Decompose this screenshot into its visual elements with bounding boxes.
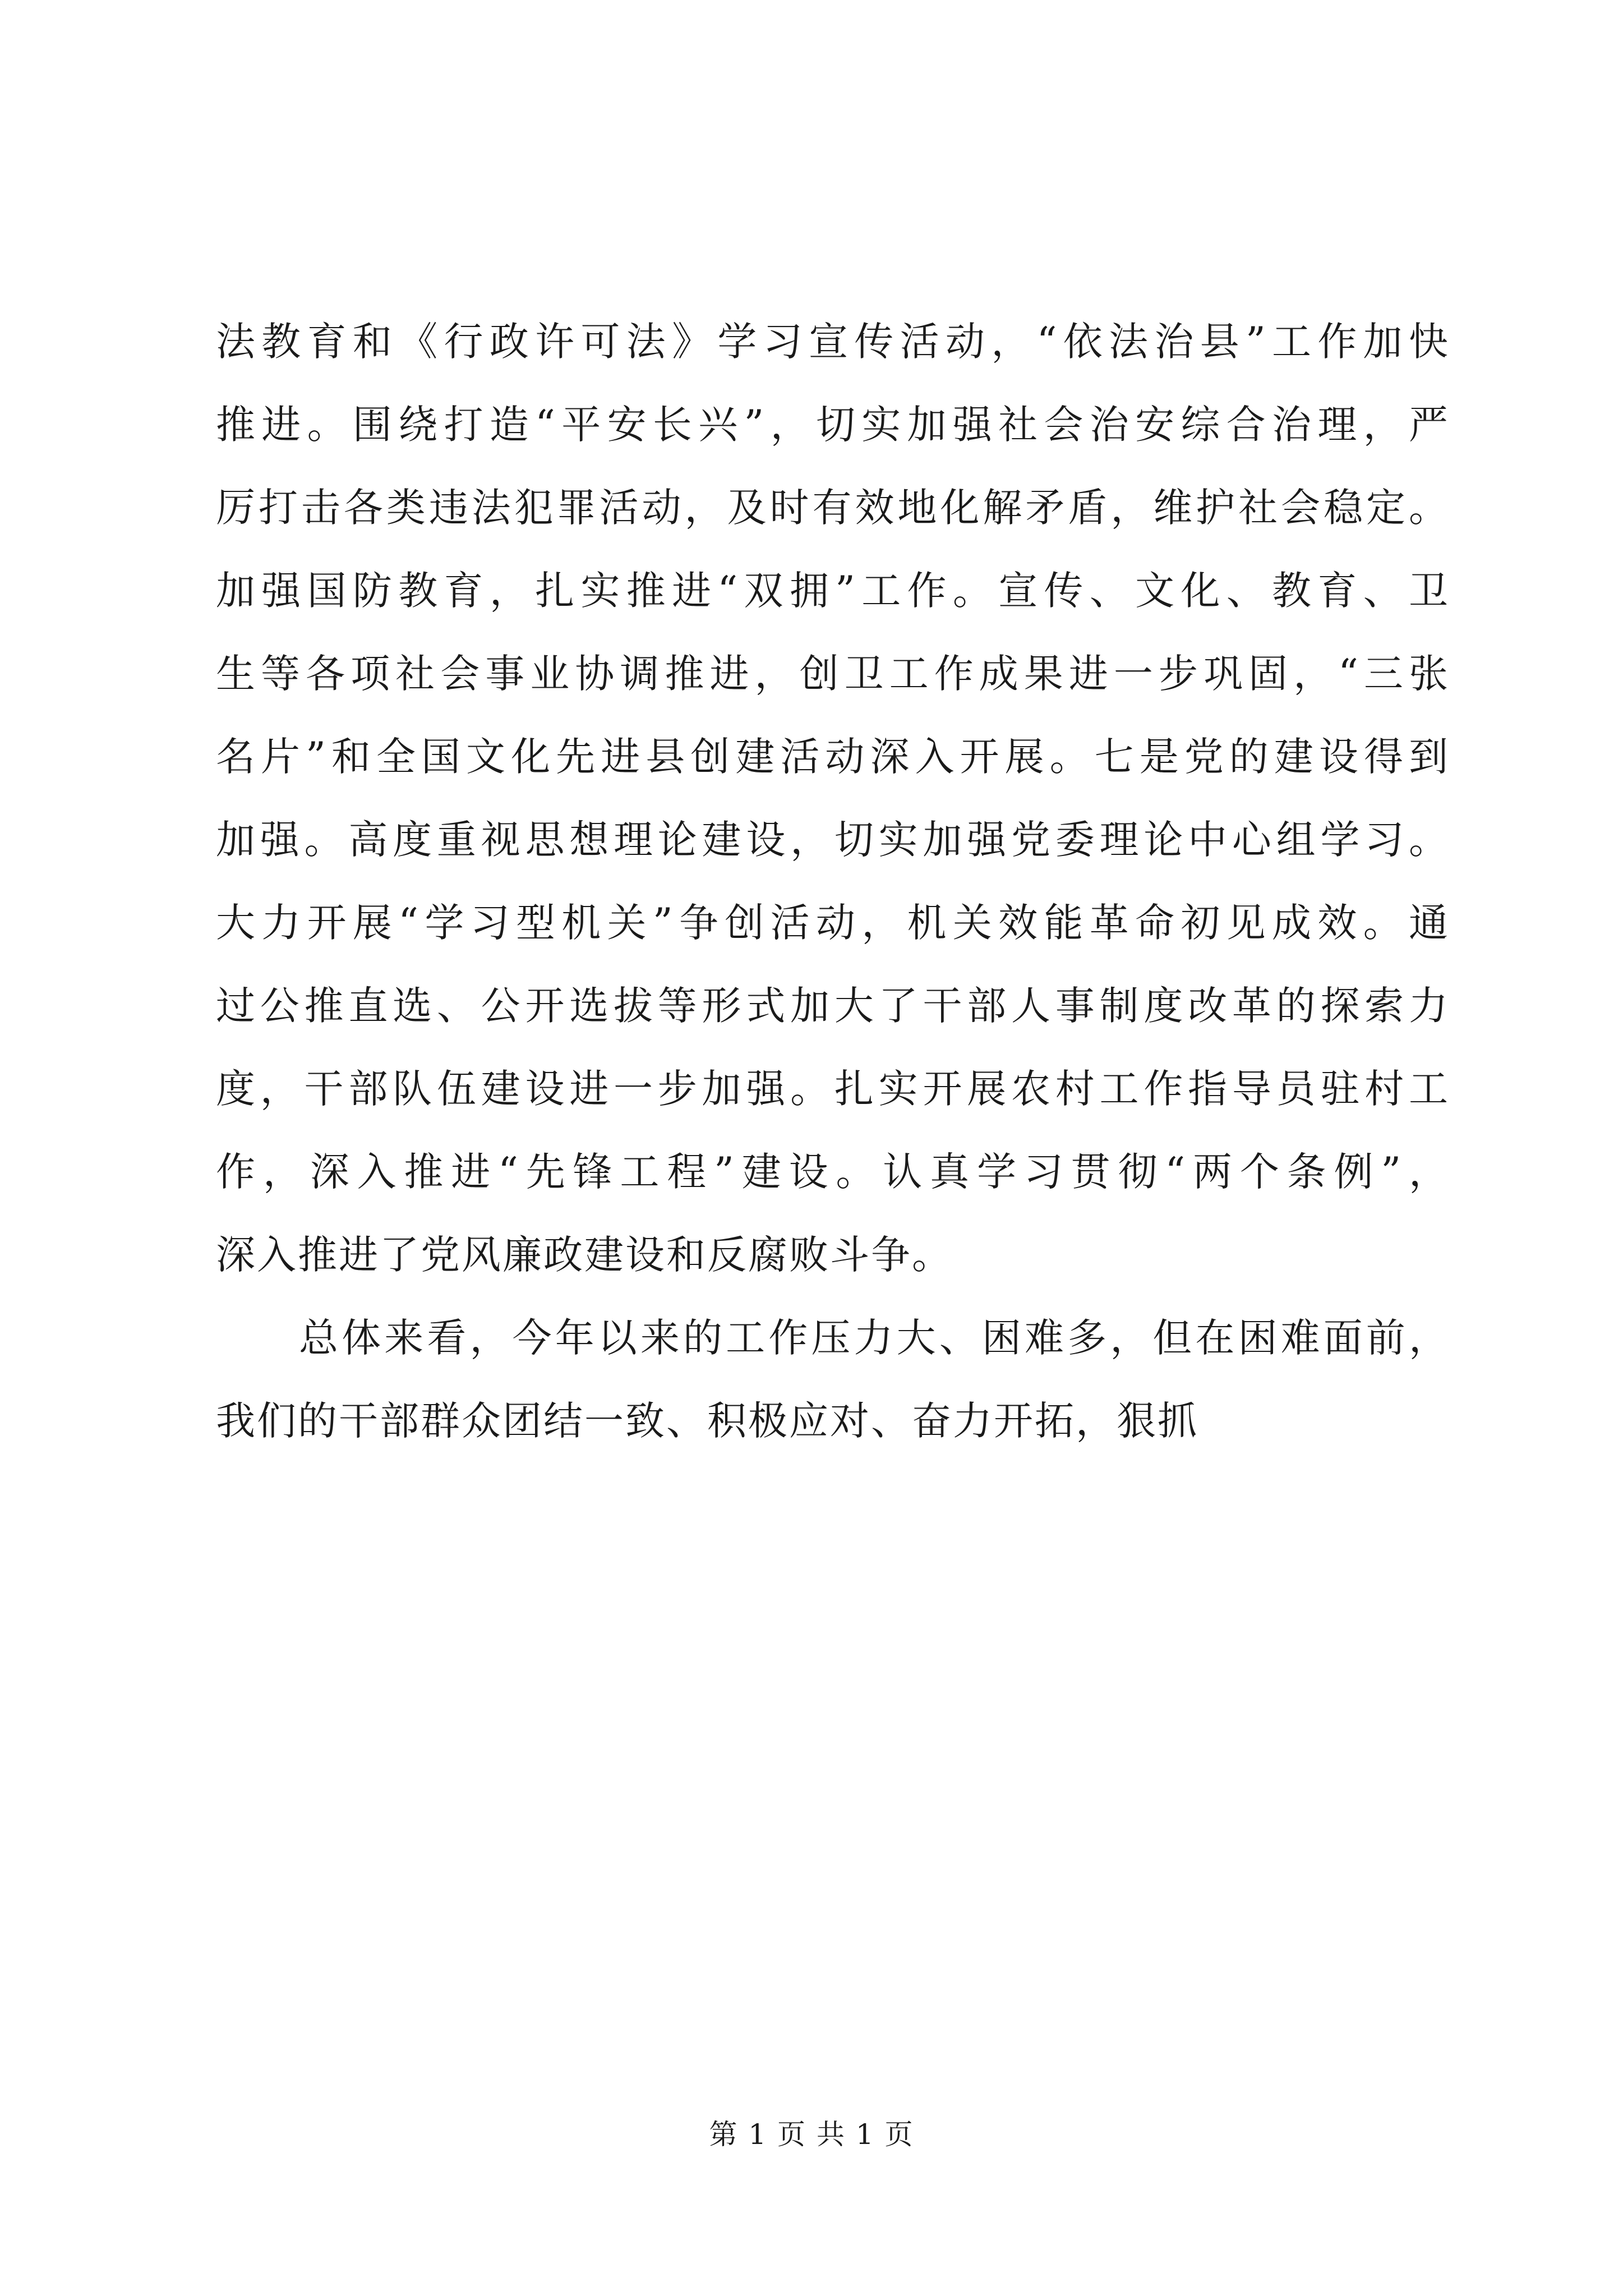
paragraph-line: 名片”和全国文化先进县创建活动深入开展。七是党的建设得到 (216, 734, 1450, 780)
paragraph-line: 我们的干部群众团结一致、积极应对、奋力开拓，狠抓 (216, 1398, 1198, 1444)
paragraph-line: 总体来看，今年以来的工作压力大、困难多，但在困难面前， (299, 1315, 1450, 1361)
paragraph-line: 生等各项社会事业协调推进，创卫工作成果进一步巩固，“三张 (216, 651, 1450, 697)
paragraph-line: 推进。围绕打造“平安长兴”，切实加强社会治安综合治理，严 (216, 402, 1450, 448)
document-body (216, 300, 1450, 1462)
paragraph-line: 加强国防教育，扎实推进“双拥”工作。宣传、文化、教育、卫 (216, 568, 1450, 614)
paragraph-line: 过公推直选、公开选拔等形式加大了干部人事制度改革的探索力 (216, 983, 1450, 1029)
paragraph-line: 大力开展“学习型机关”争创活动，机关效能革命初见成效。通 (216, 900, 1450, 946)
paragraph-line: 度，干部队伍建设进一步加强。扎实开展农村工作指导员驻村工 (216, 1066, 1450, 1112)
paragraph-line: 法教育和《行政许可法》学习宣传活动，“依法治县”工作加快 (216, 319, 1450, 365)
paragraph-line: 深入推进了党风廉政建设和反腐败斗争。 (216, 1232, 953, 1278)
paragraph-line: 作，深入推进“先锋工程”建设。认真学习贯彻“两个条例”， (216, 1149, 1450, 1195)
paragraph-line: 加强。高度重视思想理论建设，切实加强党委理论中心组学习。 (216, 817, 1450, 863)
paragraph-line: 厉打击各类违法犯罪活动，及时有效地化解矛盾，维护社会稳定。 (216, 485, 1450, 531)
page-footer: 第 1 页 共 1 页 (709, 2118, 914, 2151)
